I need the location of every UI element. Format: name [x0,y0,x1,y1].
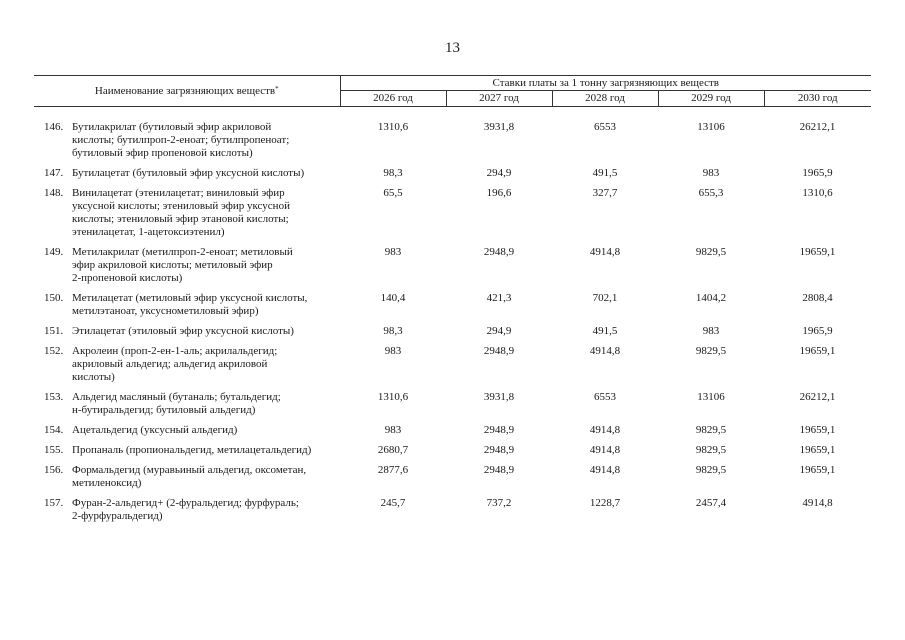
table-row [34,391,871,424]
substance-name [72,292,340,325]
substance-name-line: н-бутиральдегид; бутиловый альдегид) [72,404,256,416]
rate-value: 26212,1 [799,391,836,403]
substance-name-line: метиленоксид) [72,477,142,489]
table-row [34,167,871,187]
table-row [34,325,871,345]
rate-value: 294,9 [486,325,512,337]
rate-value: 2680,7 [377,444,409,456]
rate-value: 19659,1 [799,424,836,436]
rate-value: 983 [702,167,720,179]
rate-value: 26212,1 [799,121,836,133]
rate-value: 19659,1 [799,345,836,357]
substance-name [72,187,340,246]
rate-value: 4914,8 [589,464,621,476]
rate-value: 9829,5 [695,444,727,456]
rate-value: 3931,8 [483,121,515,133]
substance-name-line: бутиловый эфир пропеновой кислоты) [72,147,253,159]
rate-value: 2457,4 [695,497,727,509]
rate-value: 1310,6 [377,121,409,133]
rate-value: 491,5 [592,325,618,337]
rate-value: 702,1 [592,292,618,304]
rate-value: 1965,9 [802,325,833,337]
table-row [34,187,871,246]
rate-value: 140,4 [380,292,406,304]
table-row [34,246,871,292]
rate-value: 1310,6 [802,187,833,199]
table-row [34,424,871,444]
rate-value: 196,6 [486,187,512,199]
rate-value: 65,5 [383,187,403,199]
rate-value: 13106 [697,121,725,133]
substance-name-line: 2-фурфуральдегид) [72,510,163,522]
rate-value: 1404,2 [695,292,727,304]
substance-name-line: Этилацетат (этиловый эфир уксусной кислоты) [72,325,294,337]
header-year: 2026 год [340,91,446,107]
header-substance-name [34,76,340,107]
row-number: 154. [44,424,64,436]
row-number: 155. [44,444,64,456]
rate-value: 737,2 [486,497,512,509]
substance-name-line: этенилацетат, 1-ацетоксиэтенил) [72,226,225,238]
substance-name [72,464,340,497]
rate-value: 1228,7 [589,497,621,509]
substance-name-line: кислоты; бутилпроп-2-еноат; бутилпропеноат; [72,134,290,146]
rate-value: 4914,8 [589,424,621,436]
rate-value: 983 [702,325,720,337]
header-year: 2030 год [764,91,871,107]
rate-value: 2877,6 [377,464,409,476]
substance-name-line: Акролеин (проп-2-ен-1-аль; акрилальдегид; [72,345,278,357]
rate-value: 1965,9 [802,167,833,179]
substance-name-line: кислоты) [72,371,115,383]
substance-name-line: Ацетальдегид (уксусный альдегид) [72,424,238,436]
row-number: 156. [44,464,64,476]
row-number: 152. [44,345,64,357]
rate-value: 421,3 [486,292,512,304]
rate-value: 245,7 [380,497,406,509]
substance-name-line: Альдегид масляный (бутаналь; бутальдегид; [72,391,281,403]
rate-value: 98,3 [383,325,403,337]
substance-name [72,497,340,530]
header-rates-group: Ставки платы за 1 тонну загрязняющих веществ [340,76,871,91]
rate-value: 9829,5 [695,424,727,436]
page-number: 13 [445,40,460,56]
substance-name-line: Бутилакрилат (бутиловый эфир акриловой [72,121,272,133]
substance-name [72,345,340,391]
row-number: 147. [44,167,64,179]
substance-name-line: эфир акриловой кислоты; метиловый эфир [72,259,273,271]
row-number: 151. [44,325,64,337]
rate-value: 983 [384,424,402,436]
rate-value: 2948,9 [483,464,515,476]
rate-value: 4914,8 [589,444,621,456]
rate-value: 19659,1 [799,246,836,258]
substance-name [72,391,340,424]
rate-value: 2808,4 [802,292,833,304]
substance-name-line: акриловый альдегид; альдегид акриловой [72,358,268,370]
rate-value: 9829,5 [695,464,727,476]
substance-name [72,424,340,444]
table-body [34,107,871,531]
rate-value: 983 [384,345,402,357]
rate-value: 19659,1 [799,464,836,476]
table-header [34,76,871,107]
row-number: 150. [44,292,64,304]
row-number: 149. [44,246,64,258]
rate-value: 13106 [697,391,725,403]
row-number: 148. [44,187,64,199]
substance-name-line: 2-пропеновой кислоты) [72,272,183,284]
rate-value: 491,5 [592,167,618,179]
rate-value: 6553 [594,391,616,403]
substance-name-line: Бутилацетат (бутиловый эфир уксусной кислоты) [72,167,305,179]
table-row [34,121,871,167]
rate-value: 983 [384,246,402,258]
substance-name [72,444,340,464]
substance-name-line: Пропаналь (пропиональдегид, метилацетальдегид) [72,444,312,456]
rate-value: 9829,5 [695,246,727,258]
rate-value: 655,3 [698,187,724,199]
rate-value: 294,9 [486,167,512,179]
substance-name-line: кислоты; этениловый эфир этановой кислоты; [72,213,289,225]
rate-value: 4914,8 [589,246,621,258]
table-row [34,444,871,464]
rate-value: 2948,9 [483,246,515,258]
substance-name-line: Метилакрилат (метилпроп-2-еноат; метиловый [72,246,293,258]
header-year: 2027 год [446,91,552,107]
substance-name-line: Формальдегид (муравьиный альдегид, оксометан, [72,464,307,476]
substance-name-line: Фуран-2-альдегид+ (2-фуральдегид; фурфураль; [72,497,299,509]
table-row [34,345,871,391]
rate-value: 6553 [594,121,616,133]
rate-value: 1310,6 [377,391,409,403]
rate-value: 4914,8 [589,345,621,357]
rates-table [34,75,871,530]
rate-value: 19659,1 [799,444,836,456]
substance-name-line: метилэтаноат, уксуснометиловый эфир) [72,305,259,317]
rate-value: 98,3 [383,167,403,179]
rate-value: 9829,5 [695,345,727,357]
header-name-text: Наименование загрязняющих веществ [94,84,276,97]
rate-value: 2948,9 [483,345,515,357]
header-year: 2028 год [552,91,658,107]
table-row [34,292,871,325]
substance-name [72,246,340,292]
rate-value: 3931,8 [483,391,515,403]
header-footnote-mark: * [275,84,279,93]
rate-value: 327,7 [592,187,618,199]
row-number: 153. [44,391,64,403]
table-row [34,464,871,497]
header-year: 2029 год [658,91,764,107]
row-number: 157. [44,497,64,509]
substance-name [72,325,340,345]
substance-name-line: уксусной кислоты; этениловый эфир уксусной [72,200,290,212]
rate-value: 2948,9 [483,444,515,456]
rate-value: 4914,8 [802,497,833,509]
table-row [34,497,871,530]
substance-name-line: Метилацетат (метиловый эфир уксусной кислоты, [72,292,308,304]
rate-value: 2948,9 [483,424,515,436]
substance-name [72,121,340,167]
substance-name [72,167,340,187]
substance-name-line: Винилацетат (этенилацетат; виниловый эфир [72,187,285,199]
row-number: 146. [44,121,64,133]
